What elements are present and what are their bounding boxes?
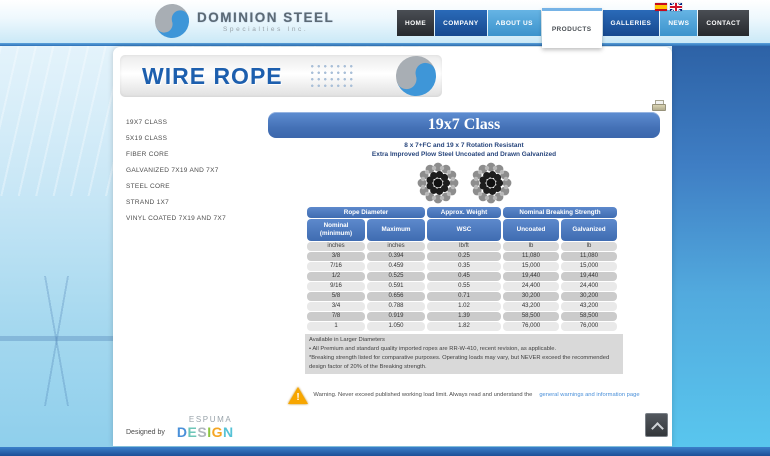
table-row <box>307 302 617 311</box>
sidebar-item-19x7-class[interactable]: 19X7 CLASS <box>126 119 168 126</box>
table-cell: 0.55 <box>427 282 501 291</box>
table-cell: 0.788 <box>367 302 425 311</box>
table-row <box>307 272 617 281</box>
table-cell: 15,000 <box>561 262 617 271</box>
section-subtitle-1: 8 x 7+FC and 19 x 7 Rotation Resistant <box>404 142 524 149</box>
table-group-header: Nominal Breaking Strength <box>503 207 617 218</box>
warning-triangle-icon <box>288 387 308 404</box>
brand-letter: G <box>211 424 224 440</box>
table-cell: 76,000 <box>561 322 617 331</box>
table-cell: 0.394 <box>367 252 425 261</box>
bottom-bar <box>0 447 770 456</box>
table-cell: 5/8 <box>307 292 365 301</box>
language-switcher <box>655 3 682 11</box>
table-note: *Breaking strength listed for comparative purposes. Operating loads may vary, but NEVER exceed the recommended design factor of 20% of the Breaking strength. <box>309 354 610 370</box>
table-col-header: Galvanized <box>561 219 617 241</box>
table-cell: 0.525 <box>367 272 425 281</box>
table-row <box>307 312 617 321</box>
main-nav <box>397 10 750 48</box>
table-cell: 1.82 <box>427 322 501 331</box>
table-body <box>307 252 617 331</box>
dots-decoration <box>309 63 355 89</box>
table-row <box>307 262 617 271</box>
spec-table-wrap <box>305 206 623 332</box>
rope-images <box>268 162 660 204</box>
rope-spec-table <box>305 206 619 332</box>
table-cell: 30,200 <box>561 292 617 301</box>
right-background-gradient <box>672 46 770 447</box>
table-col-header: WSC <box>427 219 501 241</box>
table-cell: 58,500 <box>503 312 559 321</box>
sidebar-item-fiber-core[interactable]: FIBER CORE <box>126 151 169 158</box>
designed-by-label: Designed by <box>126 429 165 436</box>
table-unit-cell: lb <box>503 242 559 251</box>
table-note: • All Premium and standard quality imported ropes are RR-W-410, recent revision, as applicable. <box>309 345 557 352</box>
nav-contact[interactable]: CONTACT <box>698 10 748 36</box>
table-cell: 76,000 <box>503 322 559 331</box>
table-cell: 24,400 <box>561 282 617 291</box>
table-unit-cell: inches <box>367 242 425 251</box>
table-col-header: Maximum <box>367 219 425 241</box>
warning-link[interactable]: general warnings and information page <box>539 392 640 399</box>
table-row <box>307 292 617 301</box>
brand-letter: S <box>197 424 208 440</box>
warning-row <box>268 387 660 404</box>
table-cell: 0.45 <box>427 272 501 281</box>
rope-cross-section-image <box>417 162 459 204</box>
table-cell: 19,440 <box>561 272 617 281</box>
table-cell: 0.919 <box>367 312 425 321</box>
table-unit-cell: lb/ft <box>427 242 501 251</box>
nav-company[interactable]: COMPANY <box>435 10 487 36</box>
sidebar-item-vinyl-coated-7x19-and-7x7[interactable]: VINYL COATED 7X19 AND 7X7 <box>126 215 226 222</box>
table-cell: 1.050 <box>367 322 425 331</box>
table-cell: 0.459 <box>367 262 425 271</box>
page-title: WIRE ROPE <box>142 62 283 89</box>
table-row <box>307 252 617 261</box>
nav-products[interactable]: PRODUCTS <box>542 8 602 48</box>
table-group-header: Approx. Weight <box>427 207 501 218</box>
col-header-row <box>307 219 617 241</box>
table-cell: 19,440 <box>503 272 559 281</box>
brand-letter: I <box>207 424 212 440</box>
logo-text <box>197 10 334 33</box>
table-cell: 43,200 <box>561 302 617 311</box>
rope-cross-section-image <box>470 162 512 204</box>
printer-icon[interactable] <box>652 100 664 110</box>
main-content <box>268 112 660 404</box>
table-cell: 58,500 <box>561 312 617 321</box>
table-cell: 0.656 <box>367 292 425 301</box>
table-cell: 7/8 <box>307 312 365 321</box>
nav-news[interactable]: NEWS <box>660 10 697 36</box>
table-cell: 24,400 <box>503 282 559 291</box>
espuma-design-logo-bottom <box>177 425 234 439</box>
brand-letter: E <box>187 424 198 440</box>
table-cell: 43,200 <box>503 302 559 311</box>
table-cell: 9/16 <box>307 282 365 291</box>
table-cell: 11,080 <box>503 252 559 261</box>
table-cell: 7/16 <box>307 262 365 271</box>
brand-letter: D <box>176 424 188 440</box>
table-cell: 1 <box>307 322 365 331</box>
s-swoosh-logo-icon <box>391 55 441 97</box>
sidebar-item-strand-1x7[interactable]: STRAND 1X7 <box>126 199 170 206</box>
company-name: DOMINION STEEL <box>197 9 335 25</box>
table-cell: 30,200 <box>503 292 559 301</box>
table-col-header: Nominal (minimum) <box>307 219 365 241</box>
table-row <box>307 282 617 291</box>
table-cell: 0.25 <box>427 252 501 261</box>
espuma-design-logo[interactable] <box>177 416 234 439</box>
units-row <box>307 242 617 251</box>
company-logo[interactable] <box>155 4 334 38</box>
table-col-header: Uncoated <box>503 219 559 241</box>
nav-home[interactable]: HOME <box>397 10 434 36</box>
brand-letter: N <box>223 424 234 440</box>
table-note: Available in Larger Diameters <box>309 336 385 343</box>
table-unit-cell: lb <box>561 242 617 251</box>
company-tagline: Specialties Inc. <box>222 25 309 33</box>
s-swoosh-logo-icon <box>151 0 194 42</box>
table-cell: 1/2 <box>307 272 365 281</box>
table-cell: 1.02 <box>427 302 501 311</box>
table-group-header: Rope Diameter <box>307 207 425 218</box>
sidebar-item-galvanized-7x19-and-7x7[interactable]: GALVANIZED 7X19 AND 7X7 <box>126 167 219 174</box>
table-unit-cell: inches <box>307 242 365 251</box>
sidebar-item-5x19-class[interactable]: 5X19 CLASS <box>126 135 168 142</box>
section-title: 19x7 Class <box>427 116 501 133</box>
content-panel <box>113 47 672 446</box>
espuma-design-logo-top: ESPUMA <box>188 415 233 424</box>
table-cell: 0.35 <box>427 262 501 271</box>
group-header-row <box>307 207 617 218</box>
table-cell: 11,080 <box>561 252 617 261</box>
sidebar-menu <box>126 119 264 231</box>
section-subtitle-2: Extra Improved Plow Steel Uncoated and Drawn Galvanized <box>371 151 557 158</box>
table-cell: 3/8 <box>307 252 365 261</box>
section-title-banner <box>268 112 660 138</box>
wire-rope-banner <box>120 55 442 97</box>
nav-galleries[interactable]: GALLERIES <box>603 10 660 36</box>
scroll-to-top-button[interactable] <box>645 413 668 437</box>
table-cell: 1.39 <box>427 312 501 321</box>
nav-about-us[interactable]: ABOUT US <box>488 10 541 36</box>
table-row <box>307 322 617 331</box>
table-cell: 15,000 <box>503 262 559 271</box>
uk-flag-icon[interactable] <box>670 3 682 11</box>
table-cell: 0.591 <box>367 282 425 291</box>
sidebar-item-steel-core[interactable]: STEEL CORE <box>126 183 170 190</box>
table-notes <box>305 334 623 374</box>
table-cell: 0.71 <box>427 292 501 301</box>
panel-footer <box>126 416 234 439</box>
table-cell: 3/4 <box>307 302 365 311</box>
warning-text: Warning. Never exceed published working load limit. Always read and understand the <box>313 392 533 399</box>
spanish-flag-icon[interactable] <box>655 3 667 11</box>
site-header <box>0 0 770 48</box>
